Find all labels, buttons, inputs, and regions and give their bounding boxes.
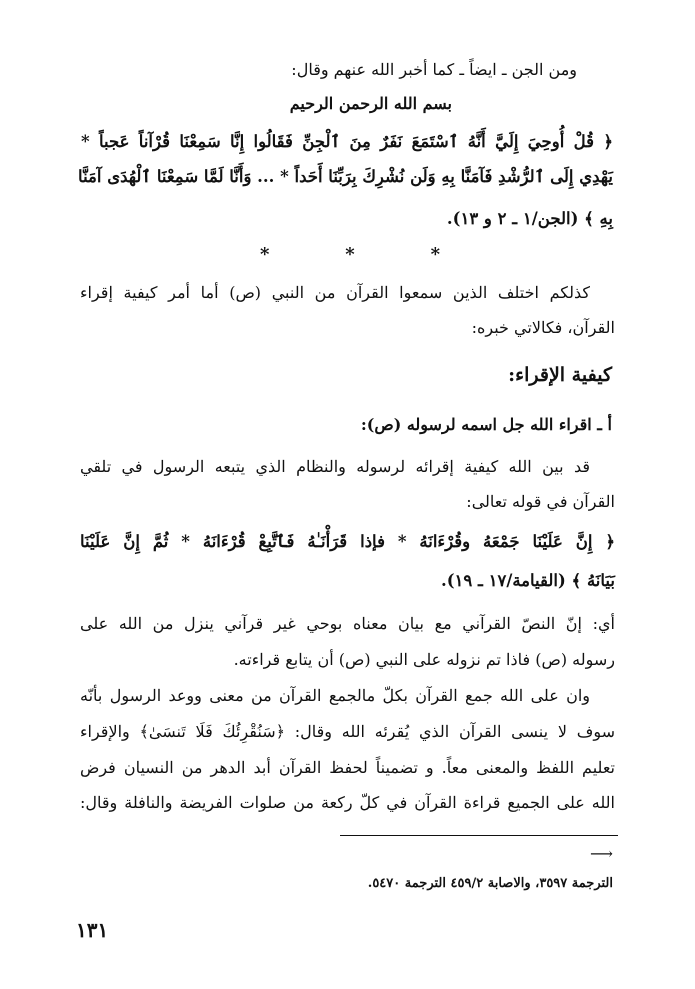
intro-line: ومن الجن ـ ايضاً ـ كما أخبر الله عنهم وقال: <box>291 60 577 79</box>
subsection-heading: أ ـ اقراء الله جل اسمه لرسوله (ص): <box>360 415 612 434</box>
quran-verse-jinn-line-3: بِهِ ﴾ (الجن/١ ـ ٢ و ١٣). <box>446 209 613 228</box>
paragraph-4-line-4: الله على الجميع قراءة القرآن في كلّ ركعة من صلوات الفريضة والنافلة وقال: <box>80 793 615 812</box>
paragraph-3-line-2: رسوله (ص) فاذا تم نزوله على النبي (ص) أن يتابع قراءته. <box>233 650 615 669</box>
paragraph-4-line-3: تعليم اللفظ والمعنى معاً. و تضميناً لحفظ القرآن أبد الدهر من النسيان فرض <box>80 758 615 777</box>
basmala: بسم الله الرحمن الرحيم <box>289 94 452 113</box>
footnote-arrow: ⟶ <box>590 844 613 863</box>
paragraph-2-line-2: القرآن في قوله تعالى: <box>466 492 615 511</box>
quran-verse-jinn-line-1: ﴿ قُلْ أُوحِيَ إِلَيَّ أَنَّهُ ٱسْتَمَعَ نَفَرٌ مِنَ ٱلْجِنِّ فَقَالُوا إِنَّا سَمِعْنَا قُرْآناً عَجباً * <box>81 132 613 151</box>
separator-star: * <box>430 244 440 265</box>
paragraph-2-line-1: قد بين الله كيفية إقرائه لرسوله والنظام الذي يتبعه الرسول في تلقي <box>80 457 591 476</box>
paragraph-4-line-1: وان على الله جمع القرآن بكلّ مالجمع القرآن من معنى ووعد الرسول بأنّه <box>80 686 590 705</box>
paragraph-1-line-2: القرآن، فكالاتي خبره: <box>471 318 615 337</box>
footnote-divider <box>340 835 618 836</box>
separator-star: * <box>345 244 355 265</box>
paragraph-4-line-2: سوف لا ينسى القرآن الذي يُقرئه الله وقال: ﴿سَنُقْرِئُكَ فَلَا تَنسَىٰ﴾ والإقراء <box>80 722 615 741</box>
footnote-text: الترجمة ٣٥٩٧، والاصابة ٤٥٩/٢ الترجمة ٥٤٧٠. <box>367 876 613 891</box>
quran-verse-qiyama-line-2: بَيَانَهُ ﴾ (القيامة/١٧ ـ ١٩). <box>440 571 615 590</box>
section-separator <box>260 244 440 265</box>
paragraph-1-line-1: كذلكم اختلف الذين سمعوا القرآن من النبي (ص) أما أمر كيفية إقراء <box>80 283 590 302</box>
separator-star: * <box>260 244 270 265</box>
section-heading: كيفية الإقراء: <box>508 364 612 386</box>
quran-verse-qiyama-line-1: ﴿ إِنَّ عَلَيْنَا جَمْعَهُ وقُرْءَانَهُ * فإذا قَرَأْنَـٰهُ فَٱتَّبِعْ قُرْءَانَهُ * ثُمَّ إِنَّ عَلَيْنَا <box>80 532 615 551</box>
page-number: ١٣١ <box>76 918 109 942</box>
quran-verse-jinn-line-2: يَهْدِي إِلَى ٱلرُّشْدِ فَآمَنَّا بِهِ وَلَن نُشْرِكَ بِرَبِّنَا أَحَداً * ... وَأَنَّا لَمَّا سَمِعْنَا ٱلْهُدَى آمَنَّا <box>78 167 613 186</box>
paragraph-3-line-1: أي: إنّ النصّ القرآني مع بيان معناه بوحي غير قرآني ينزل من الله على <box>80 614 615 633</box>
